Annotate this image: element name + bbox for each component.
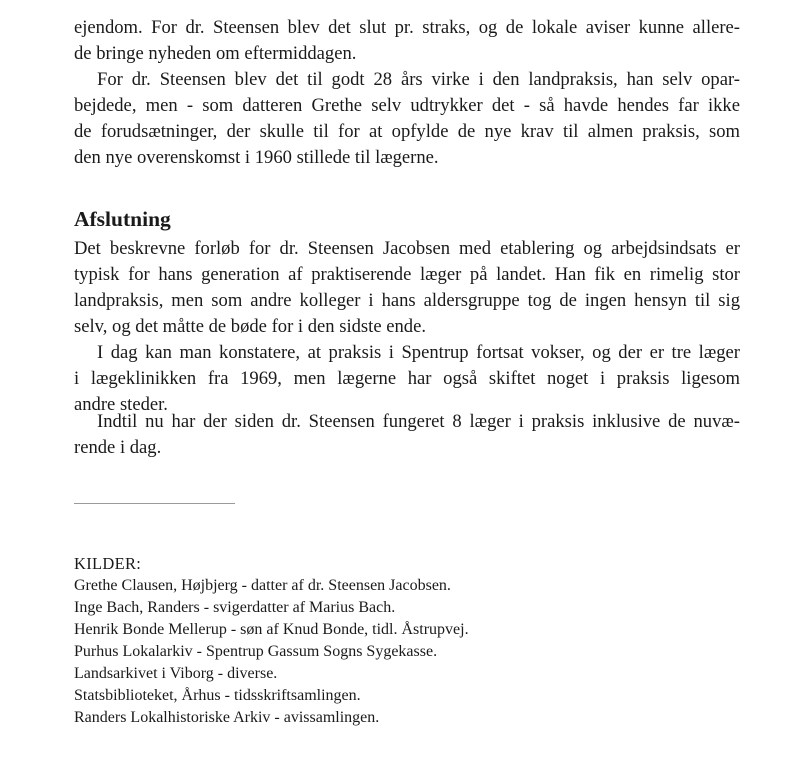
source-item: Inge Bach, Randers - svigerdatter af Marius Bach. xyxy=(74,599,396,616)
section-heading: Afslutning xyxy=(74,207,171,231)
text-line: bejdede, men - som datteren Grethe selv udtrykker det - så havde hendes far ikke xyxy=(74,95,740,116)
text-line: andre steder. xyxy=(74,394,168,415)
source-item: Henrik Bonde Mellerup - søn af Knud Bonde, tidl. Åstrupvej. xyxy=(74,621,469,638)
sources-list xyxy=(74,553,674,729)
intro-paragraph-1 xyxy=(74,15,740,67)
text-line: For dr. Steensen blev det til godt 28 års virke i den landpraksis, han selv opar- xyxy=(97,69,740,90)
source-item: Purhus Lokalarkiv - Spentrup Gassum Sogns Sygekasse. xyxy=(74,643,438,660)
text-line: selv, og det måtte de bøde for i den sidste ende. xyxy=(74,316,426,337)
text-line: den nye overenskomst i 1960 stillede til lægerne. xyxy=(74,147,439,168)
source-item: Randers Lokalhistoriske Arkiv - avissamlingen. xyxy=(74,709,380,726)
text-line: Det beskrevne forløb for dr. Steensen Jacobsen med etablering og arbejdsindsats er xyxy=(74,238,740,259)
text-line: landpraksis, men som andre kolleger i hans aldersgruppe tog de ingen hensyn til sig xyxy=(74,290,740,311)
text-line: ejendom. For dr. Steensen blev det slut pr. straks, og de lokale aviser kunne allere- xyxy=(74,17,740,38)
text-line: rende i dag. xyxy=(74,437,162,458)
text-line: de bringe nyheden om eftermiddagen. xyxy=(74,43,357,64)
section-paragraph-3 xyxy=(74,409,740,461)
text-line: de forudsætninger, der skulle til for at opfylde de nye krav til almen praksis, som xyxy=(74,121,740,142)
source-item: Landsarkivet i Viborg - diverse. xyxy=(74,665,278,682)
source-item: Statsbiblioteket, Århus - tidsskriftsamlingen. xyxy=(74,687,361,704)
intro-paragraph-2 xyxy=(74,67,740,171)
text-line: typisk for hans generation af praktiserende læger på landet. Han fik en rimelig stor xyxy=(74,264,740,285)
separator-rule xyxy=(74,503,235,504)
sources-title: KILDER: xyxy=(74,554,142,573)
section-paragraph-2 xyxy=(74,340,740,418)
text-line: Indtil nu har der siden dr. Steensen fungeret 8 læger i praksis inklusive de nuvæ- xyxy=(97,411,740,432)
source-item: Grethe Clausen, Højbjerg - datter af dr. Steensen Jacobsen. xyxy=(74,577,451,594)
text-line: i lægeklinikken fra 1969, men lægerne har også skiftet noget i praksis ligesom xyxy=(74,368,740,389)
text-line: I dag kan man konstatere, at praksis i Spentrup fortsat vokser, og der er tre læger xyxy=(97,342,740,363)
section-paragraph-1 xyxy=(74,236,740,340)
